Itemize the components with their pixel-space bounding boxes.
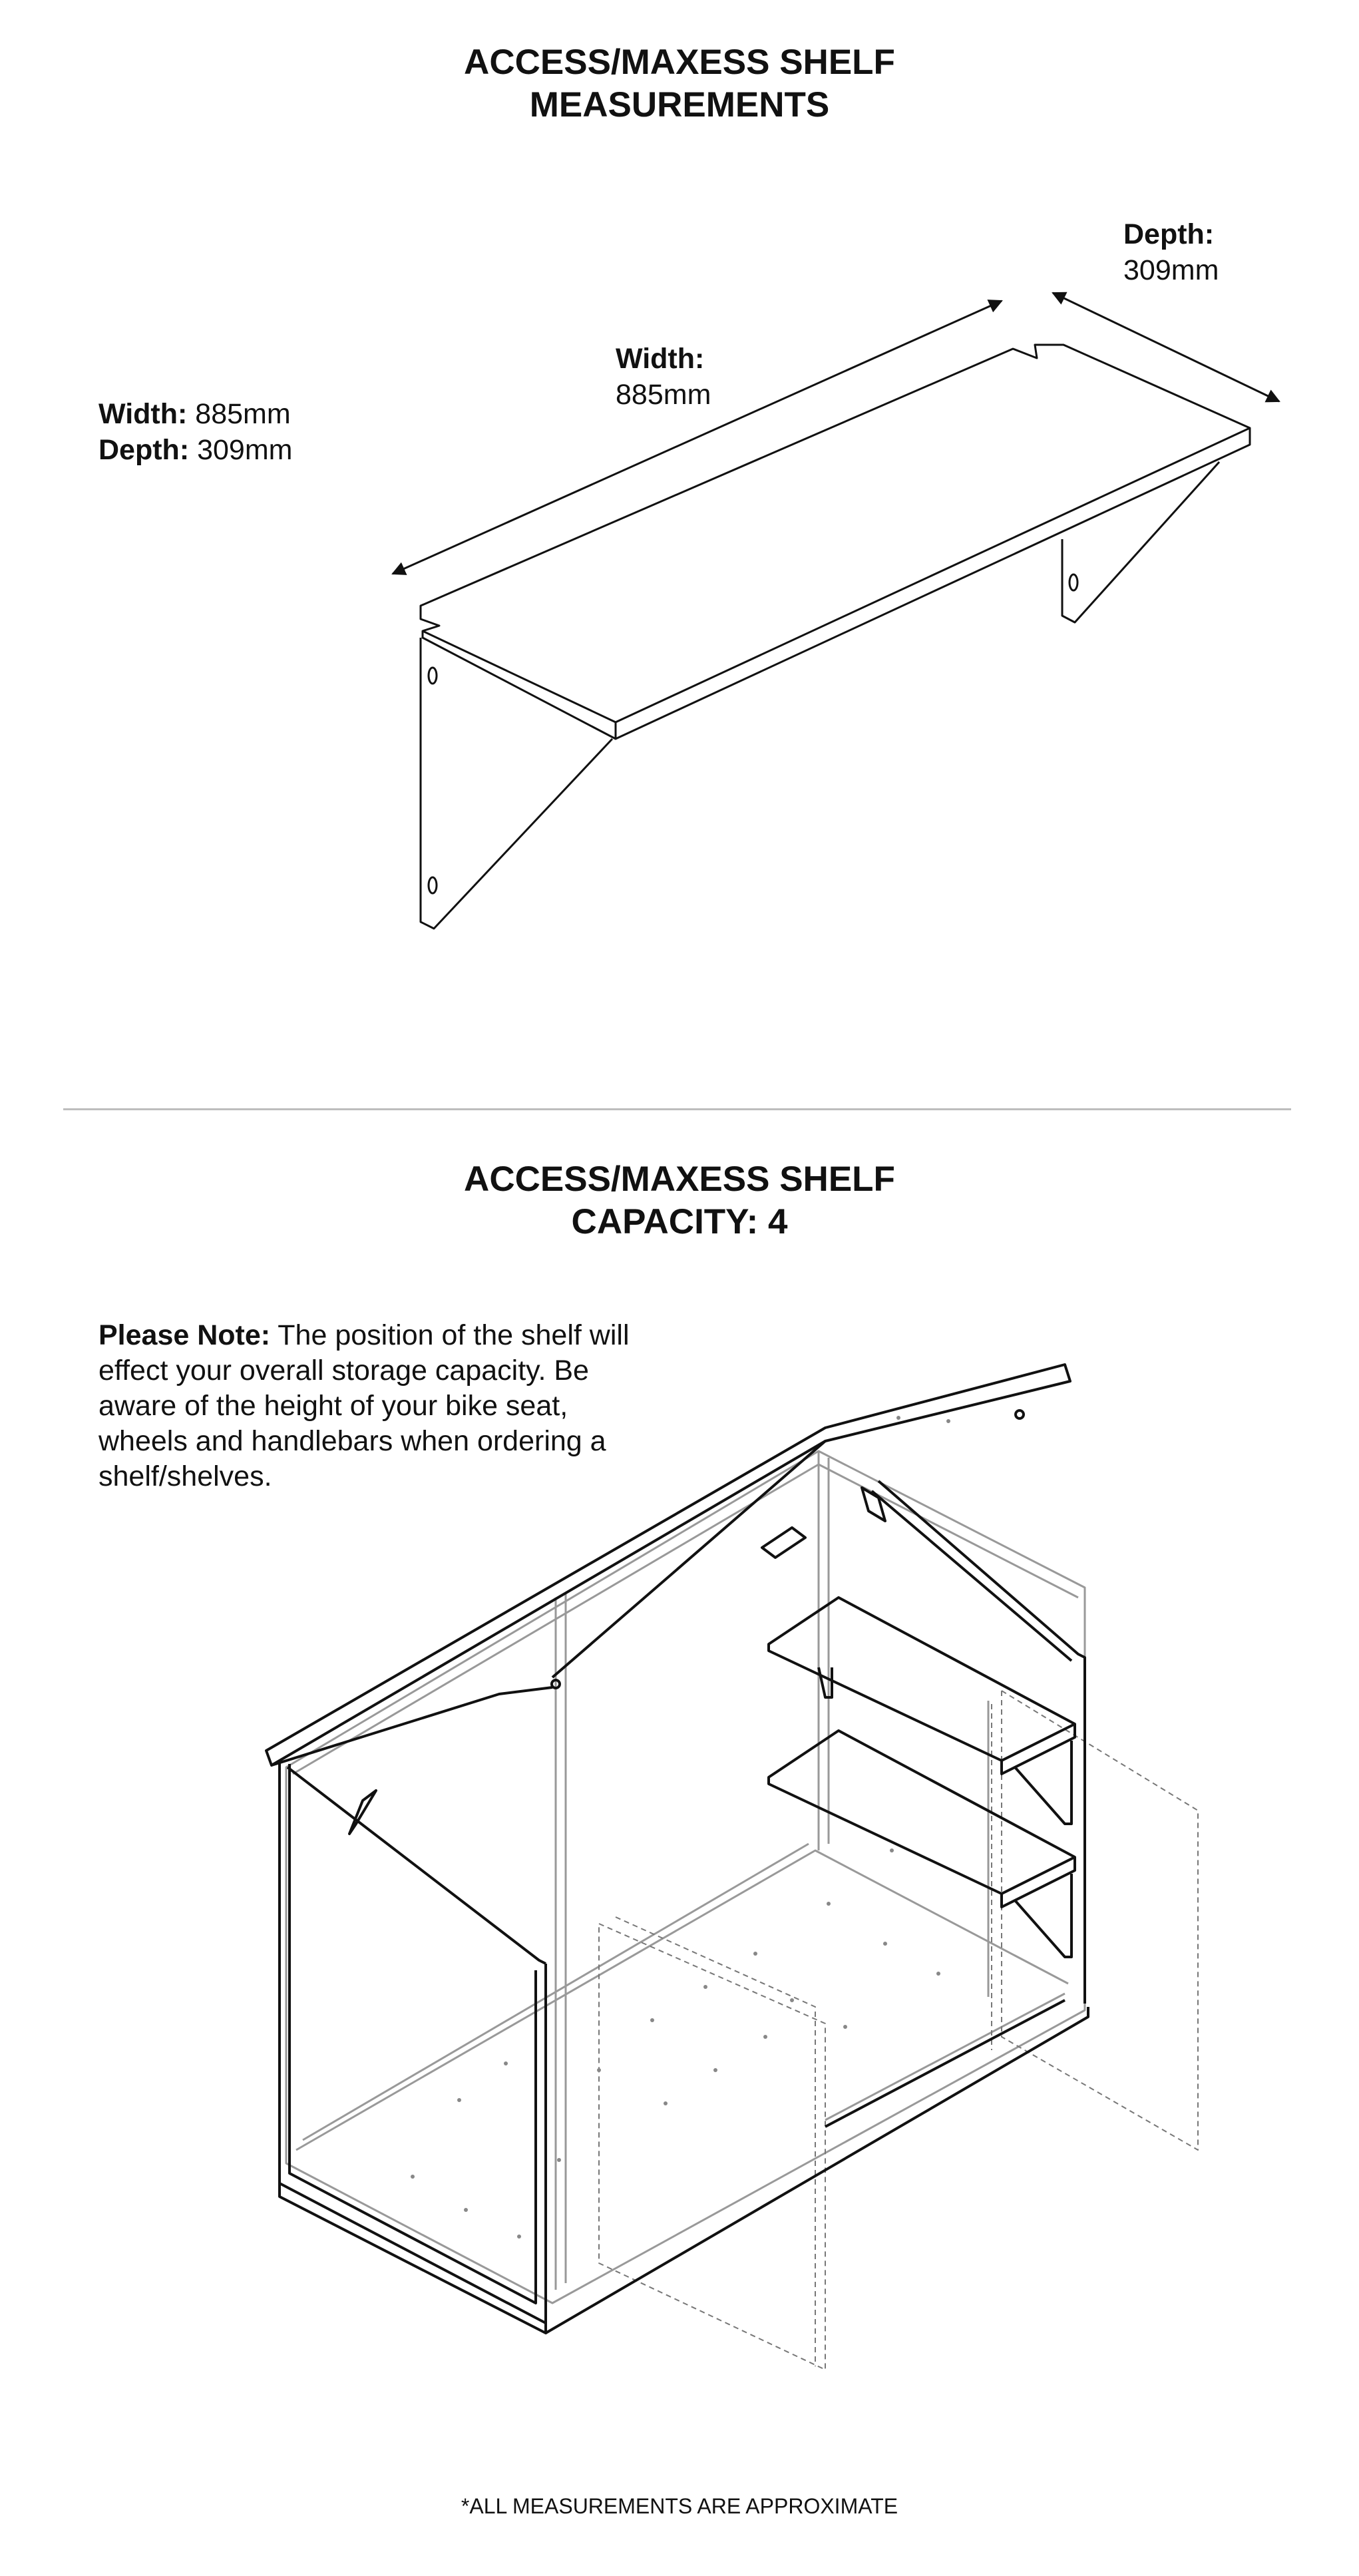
summary-depth-value: 309mm bbox=[197, 434, 293, 466]
panel-bolts bbox=[411, 1416, 950, 2239]
measurements-title-line2: MEASUREMENTS bbox=[529, 85, 830, 124]
diagram-depth-value: 309mm bbox=[1123, 254, 1219, 286]
shelf-position-note bbox=[98, 1318, 631, 1494]
store-end-slope bbox=[288, 1767, 546, 1964]
shelf-top bbox=[421, 345, 1250, 722]
diagram-depth-label: Depth: bbox=[1123, 218, 1215, 250]
diagram-width-label: Width: bbox=[616, 343, 705, 375]
capacity-title bbox=[0, 1158, 1359, 1243]
capacity-title-line2: CAPACITY: 4 bbox=[571, 1202, 788, 1241]
section-divider bbox=[63, 1108, 1291, 1110]
summary-width-value: 885mm bbox=[195, 398, 291, 430]
summary-width-label: Width: bbox=[98, 398, 188, 430]
summary-depth-label: Depth: bbox=[98, 434, 190, 466]
approximate-measurements-footnote: *ALL MEASUREMENTS ARE APPROXIMATE bbox=[461, 2494, 898, 2518]
capacity-title-line1: ACCESS/MAXESS SHELF bbox=[464, 1160, 895, 1199]
measurements-title-line1: ACCESS/MAXESS SHELF bbox=[464, 43, 895, 82]
note-text: The position of the shelf will effect your overall storage capacity. Be aware of the height of your bike seat, wheels and handlebars when ordering a shelf/shelves. bbox=[98, 1319, 630, 1492]
note-label: Please Note: bbox=[98, 1319, 271, 1351]
lid-hinge-left bbox=[762, 1528, 805, 1558]
diagram-width-value: 885mm bbox=[616, 379, 711, 411]
shelf-measurement-diagram bbox=[393, 293, 1279, 929]
bike-store-diagram bbox=[266, 1365, 1198, 2370]
